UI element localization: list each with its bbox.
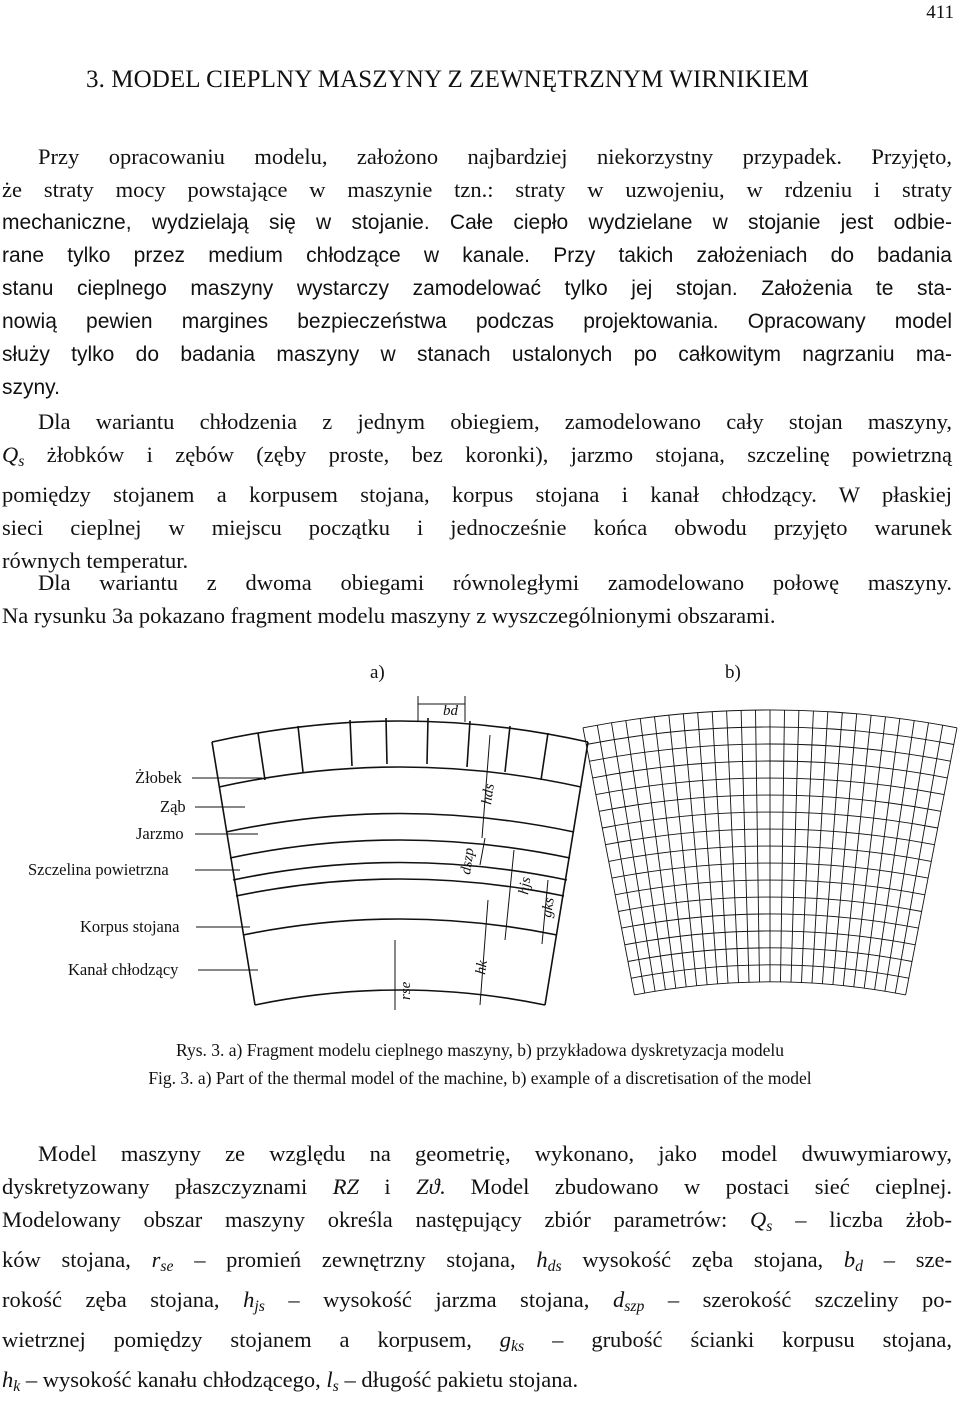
p1-line: że straty mocy powstające w maszynie tzn.: straty w uzwojeniu, w rdzeniu i straty — [2, 177, 952, 202]
section-title: 3. MODEL CIEPLNY MASZYNY Z ZEWNĘTRZNYM WIRNIKIEM — [86, 66, 810, 93]
mesh-radial — [843, 715, 871, 986]
p2-line: pomiędzy stojanem a korpusem stojana, korpus stojana i kanał chłodzący. W płaskiej — [2, 482, 952, 507]
p2-line: sieci cieplnej w miejscu początku i jednocześnie końca obwodu przyjęto warunek — [2, 515, 952, 540]
dim-label-dszp: dszp — [458, 846, 478, 876]
caption-en: Fig. 3. a) Part of the thermal model of the machine, b) example of a discretisation of the model — [148, 1068, 812, 1088]
label-szczelina: Szczelina powietrzna — [28, 860, 169, 879]
p4-line: rokość zęba stojana, $h_{js}$ – wysokość jarzma stojana, $d_{szp}$ – szerokość szczeliny po- — [2, 1287, 953, 1315]
dim-label-hjs: hjs — [516, 875, 535, 896]
p4-line: wietrznej pomiędzy stojanem a korpusem, $g_{ks}$ – grubość ścianki korpusu stojana, — [2, 1327, 952, 1355]
p1-line: służy tylko do badania maszyny w stanach ustalonych po całkowitym nagrzaniu ma- — [2, 343, 952, 366]
mesh-radial — [906, 728, 957, 995]
p4-line: $h_k$ – wysokość kanału chłodzącego, $l_s$ – długość pakietu stojana. — [2, 1367, 579, 1395]
p1-line: Przy opracowaniu modelu, założono najbardziej niekorzystny przypadek. Przyjęto, — [38, 144, 952, 169]
p2-line: Dla wariantu chłodzenia z jednym obiegiem, zamodelowano cały stojan maszyny, — [38, 409, 952, 434]
mesh-radial — [597, 725, 644, 993]
page-number: 411 — [926, 2, 954, 23]
figure-label-a: a) — [370, 662, 385, 683]
mesh-radial — [885, 723, 929, 992]
figure-a-region-labels — [28, 768, 186, 979]
p4-line: ków stojana, $r_{se}$ – promień zewnętrzny stojana, $h_{ds}$ wysokość zęba stojana, $b_d - sze-$ — [2, 1247, 952, 1275]
mesh-radial — [683, 714, 707, 985]
label-zlobek: Żłobek — [135, 768, 182, 787]
figure-a-model — [212, 718, 588, 1005]
p2-line: $Q_s$ żłobków i zębów (zęby proste, bez koronki), jarzmo stojana, szczelinę powietrzną — [2, 442, 952, 470]
label-korpus: Korpus stojana — [80, 917, 180, 936]
figure-label-b: b) — [725, 662, 741, 683]
p1-line: mechaniczne, wydzielają się w stojanie. Całe ciepło wydzielane w stojanie jest odbie- — [2, 211, 952, 234]
p1-line: nowią pewien margines bezpieczeństwa podczas projektowania. Opracowany model — [2, 310, 952, 333]
paragraph-4 — [2, 1137, 952, 1403]
dim-label-rse: rse — [398, 981, 414, 1000]
p4-line: dyskretyzowany płaszczyznami RZ i Zϑ. Model zbudowano w postaci sieć cieplnej. — [2, 1174, 952, 1199]
figure-b-mesh — [583, 710, 957, 995]
dim-label-hk: hk — [473, 959, 491, 976]
mesh-radial — [895, 725, 942, 993]
p2-line: równych temperatur. — [2, 548, 189, 573]
dim-label-hds: hds — [479, 782, 498, 806]
figure-3 — [0, 650, 960, 1030]
mesh-radial — [833, 714, 857, 985]
mesh-radial — [612, 723, 656, 992]
mesh-radial — [669, 715, 697, 986]
p1-line: stanu cieplnego maszyny wystarczy zamodelować tylko jej stojan. Założenia te sta- — [2, 277, 952, 300]
label-zab: Ząb — [160, 797, 186, 816]
p1-line: rane tylko przez medium chłodzące w kanale. Przy takich założeniach do badania — [2, 244, 952, 267]
caption-pl: Rys. 3. a) Fragment modelu cieplnego maszyny, b) przykładowa dyskretyzacja modelu — [175, 1040, 785, 1060]
p4-line: Model maszyny ze względu na geometrię, wykonano, jako model dwuwymiarowy, — [38, 1141, 952, 1166]
p1-line: szyny. — [2, 376, 60, 399]
dim-label-bd: bd — [443, 703, 458, 719]
p4-line: Modelowany obszar maszyny określa następujący zbiór parametrów: $Q_s$ – liczba żłob- — [2, 1207, 952, 1235]
paragraph-3 — [2, 566, 952, 632]
paragraph-2 — [2, 405, 952, 577]
figure-a-leaders — [192, 778, 262, 970]
p3-line: Na rysunku 3a pokazano fragment modelu maszyny z wyszczególnionymi obszarami. — [2, 603, 776, 628]
p3-line: Dla wariantu z dwoma obiegami równoległymi zamodelowano połowę maszyny. — [38, 570, 952, 595]
paragraph-1 — [2, 140, 952, 404]
mesh-radial — [583, 728, 634, 995]
label-kanal: Kanał chłodzący — [68, 960, 179, 979]
dim-label-gks: gks — [539, 896, 558, 919]
label-jarzmo: Jarzmo — [136, 824, 184, 843]
